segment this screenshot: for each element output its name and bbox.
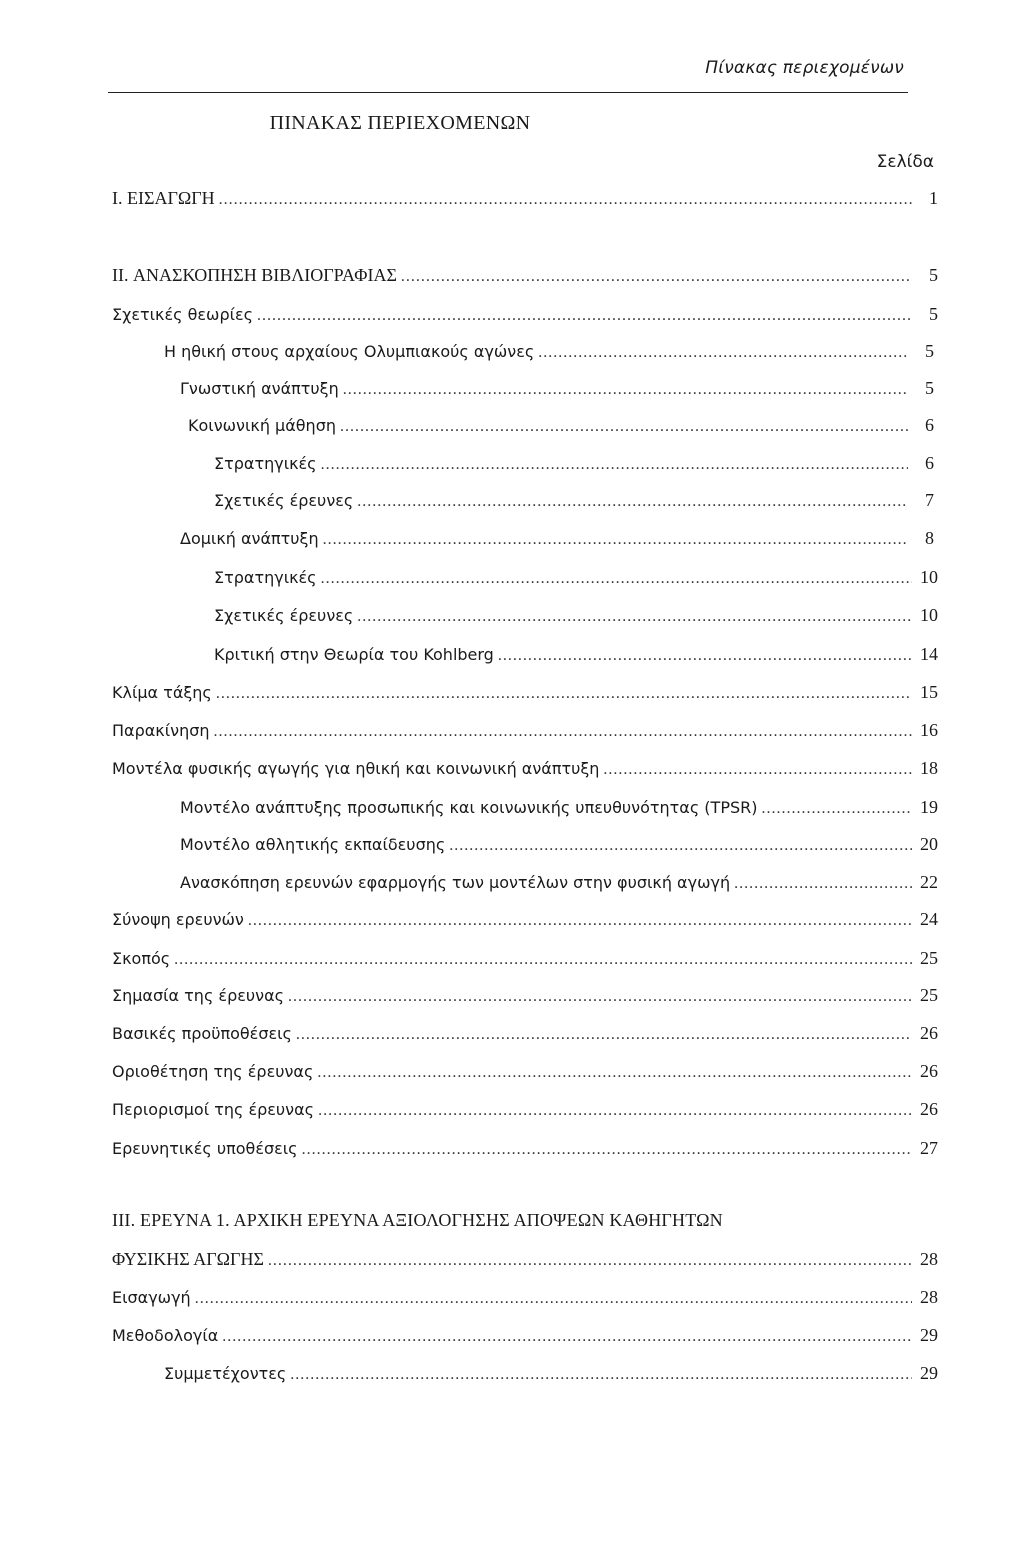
toc-entry[interactable] xyxy=(180,526,934,552)
toc-entry-page: 26 xyxy=(920,1061,938,1081)
toc-entry-page: 5 xyxy=(929,304,938,324)
dot-leader xyxy=(603,758,912,782)
toc-entry-page: 14 xyxy=(920,644,938,664)
toc-entry-page: 25 xyxy=(920,985,938,1005)
toc-entry[interactable] xyxy=(112,1247,938,1273)
toc-entry-page: 29 xyxy=(920,1325,938,1345)
toc-entry-page: 26 xyxy=(920,1023,938,1043)
toc-entry-page: 29 xyxy=(920,1363,938,1383)
toc-entry-label: Παρακίνηση xyxy=(112,721,210,740)
dot-leader xyxy=(323,528,908,552)
toc-entry-label: Κλίμα τάξης xyxy=(112,683,212,702)
toc-entry[interactable] xyxy=(112,1285,938,1311)
toc-entry-label: Δομική ανάπτυξη xyxy=(180,529,319,548)
toc-entry-page: 16 xyxy=(920,720,938,740)
toc-entry[interactable] xyxy=(112,983,938,1009)
dot-leader xyxy=(222,1325,912,1349)
toc-entry-label: Γνωστική ανάπτυξη xyxy=(180,379,339,398)
dot-leader xyxy=(213,720,912,744)
toc-entry-label: Σκοπός xyxy=(112,949,171,968)
toc-entry-label: I. ΕΙΣΑΓΩΓΗ xyxy=(112,188,215,208)
dot-leader xyxy=(288,985,912,1009)
toc-entry[interactable] xyxy=(112,263,938,289)
dot-leader xyxy=(257,304,912,328)
toc-entry-page: 22 xyxy=(920,872,938,892)
toc-entry-label: Μοντέλο ανάπτυξης προσωπικής και κοινωνικής υπευθυνότητας (TPSR) xyxy=(180,798,758,817)
toc-entry-page: 20 xyxy=(920,834,938,854)
toc-entry[interactable] xyxy=(112,1021,938,1047)
toc-entry[interactable] xyxy=(112,946,938,972)
toc-entry-label: Στρατηγικές xyxy=(214,568,317,587)
dot-leader xyxy=(302,1138,912,1162)
toc-entry[interactable] xyxy=(112,718,938,744)
toc-entry[interactable] xyxy=(112,907,938,933)
toc-entry[interactable] xyxy=(214,451,934,477)
toc-entry-page: 7 xyxy=(925,490,934,510)
toc-entry[interactable] xyxy=(112,186,938,212)
toc-entry-label: Μεθοδολογία xyxy=(112,1326,219,1345)
dot-leader xyxy=(449,834,912,858)
toc-entry-page: 26 xyxy=(920,1099,938,1119)
toc-entry-page: 28 xyxy=(920,1287,938,1307)
dot-leader xyxy=(296,1023,912,1047)
toc-entry-label: Σχετικές έρευνες xyxy=(214,606,354,625)
toc-entry-page: 28 xyxy=(920,1249,938,1269)
dot-leader xyxy=(340,415,908,439)
dot-leader xyxy=(268,1249,912,1273)
toc-entry[interactable] xyxy=(112,756,938,782)
dot-leader xyxy=(761,797,912,821)
toc-entry[interactable] xyxy=(214,565,938,591)
toc-entry-page: 6 xyxy=(925,453,934,473)
toc-entry[interactable] xyxy=(112,680,938,706)
toc-entry[interactable] xyxy=(180,795,938,821)
toc-entry-page: 19 xyxy=(920,797,938,817)
dot-leader xyxy=(318,1099,912,1123)
toc-title: ΠΙΝΑΚΑΣ ΠΕΡΙΕΧΟΜΕΝΩΝ xyxy=(269,112,531,134)
toc-entry-label: II. ΑΝΑΣΚΟΠΗΣΗ ΒΙΒΛΙΟΓΡΑΦΙΑΣ xyxy=(112,265,397,285)
dot-leader xyxy=(343,378,908,402)
dot-leader xyxy=(357,605,912,629)
toc-entry-page: 1 xyxy=(929,188,938,208)
toc-entry-label: Βασικές προϋποθέσεις xyxy=(112,1024,292,1043)
toc-entry-label: Η ηθική στους αρχαίους Ολυμπιακούς αγώνες xyxy=(164,342,535,361)
dot-leader xyxy=(357,490,908,514)
toc-entry-label: ΦΥΣΙΚΗΣ ΑΓΩΓΗΣ xyxy=(112,1249,264,1269)
toc-entry[interactable] xyxy=(214,642,938,668)
dot-leader xyxy=(219,188,912,212)
toc-entry[interactable] xyxy=(112,1097,938,1123)
toc-entry-label: Κριτική στην Θεωρία του Kohlberg xyxy=(214,645,494,664)
toc-entry-label: Σημασία της έρευνας xyxy=(112,986,284,1005)
toc-entry[interactable] xyxy=(180,376,934,402)
toc-entry-label: Περιορισμοί της έρευνας xyxy=(112,1100,315,1119)
dot-leader xyxy=(538,341,908,365)
toc-entry-label: Κοινωνική μάθηση xyxy=(188,416,336,435)
toc-entry-label: Ανασκόπηση ερευνών εφαρμογής των μοντέλων στην φυσική αγωγή xyxy=(180,873,731,892)
toc-entry-page: 5 xyxy=(925,341,934,361)
dot-leader xyxy=(195,1287,912,1311)
header-rule xyxy=(108,92,908,93)
section-heading[interactable]: III. ΕΡΕΥΝΑ 1. ΑΡΧΙΚΗ ΕΡΕΥΝΑ ΑΞΙΟΛΟΓΗΣΗΣ ΑΠΟΨΕΩΝ ΚΑΘΗΓΗΤΩΝ xyxy=(112,1210,723,1230)
toc-entry-label: Στρατηγικές xyxy=(214,454,317,473)
toc-entry[interactable] xyxy=(164,1361,938,1387)
toc-entry[interactable] xyxy=(112,1136,938,1162)
toc-entry-label: Οριοθέτηση της έρευνας xyxy=(112,1062,314,1081)
toc-entry[interactable] xyxy=(188,413,934,439)
toc-entry[interactable] xyxy=(214,603,938,629)
toc-entry-label: Μοντέλα φυσικής αγωγής για ηθική και κοινωνική ανάπτυξη xyxy=(112,759,600,778)
dot-leader xyxy=(498,644,912,668)
toc-entry-page: 8 xyxy=(925,528,934,548)
toc-entry-page: 25 xyxy=(920,948,938,968)
toc-entry[interactable] xyxy=(112,1323,938,1349)
toc-entry[interactable] xyxy=(214,488,934,514)
toc-entry-page: 10 xyxy=(920,567,938,587)
dot-leader xyxy=(321,567,912,591)
dot-leader xyxy=(401,265,912,289)
toc-entry-page: 15 xyxy=(920,682,938,702)
toc-entry-label: Εισαγωγή xyxy=(112,1288,191,1307)
toc-entry[interactable] xyxy=(112,1059,938,1085)
dot-leader xyxy=(174,948,912,972)
toc-entry-label: Συμμετέχοντες xyxy=(164,1364,287,1383)
toc-entry-page: 5 xyxy=(929,265,938,285)
toc-entry-page: 5 xyxy=(925,378,934,398)
dot-leader xyxy=(290,1363,912,1387)
toc-entry-page: 10 xyxy=(920,605,938,625)
toc-entry-page: 6 xyxy=(925,415,934,435)
toc-entry[interactable] xyxy=(164,339,934,365)
toc-entry-page: 18 xyxy=(920,758,938,778)
dot-leader xyxy=(216,682,912,706)
toc-entry-label: Σχετικές έρευνες xyxy=(214,491,354,510)
toc-entry-label: Σχετικές θεωρίες xyxy=(112,305,254,324)
toc-entry[interactable] xyxy=(112,302,938,328)
page-column-label: Σελίδα xyxy=(876,152,934,172)
toc-entry-label: Ερευνητικές υποθέσεις xyxy=(112,1139,298,1158)
toc-entry[interactable] xyxy=(180,870,938,896)
toc-entry-page: 24 xyxy=(920,909,938,929)
dot-leader xyxy=(248,909,912,933)
running-header: Πίνακας περιεχομένων xyxy=(705,58,904,78)
toc-entry-label: Μοντέλο αθλητικής εκπαίδευσης xyxy=(180,835,446,854)
dot-leader xyxy=(734,872,912,896)
toc-entry-page: 27 xyxy=(920,1138,938,1158)
toc-entry[interactable] xyxy=(180,832,938,858)
dot-leader xyxy=(321,453,908,477)
dot-leader xyxy=(317,1061,912,1085)
toc-entry-label: Σύνοψη ερευνών xyxy=(112,910,244,929)
